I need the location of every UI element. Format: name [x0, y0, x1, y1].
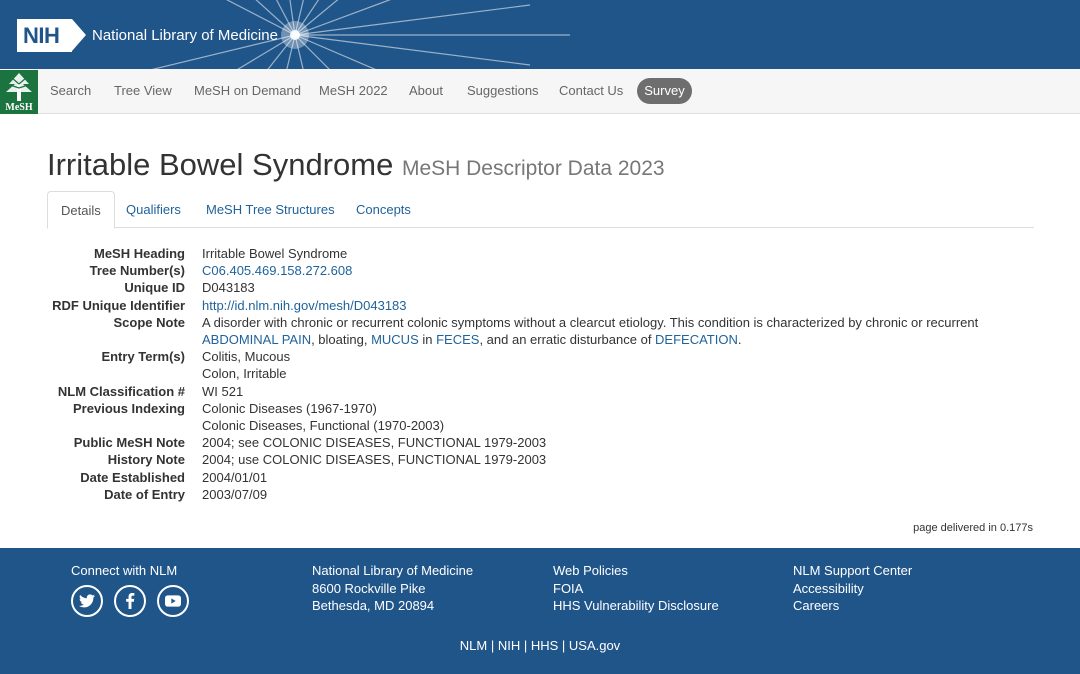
- main-nav: [0, 69, 1080, 114]
- nav-suggestions[interactable]: Suggestions: [467, 83, 539, 98]
- footer-support: [793, 562, 912, 615]
- rdf-link[interactable]: http://id.nlm.nih.gov/mesh/D043183: [202, 297, 407, 313]
- footer-address: [312, 562, 473, 615]
- footer-connect: [71, 562, 177, 580]
- nav-mesh-on-demand[interactable]: MeSH on Demand: [194, 83, 301, 98]
- entry-term: Colitis, Mucous: [202, 349, 291, 365]
- youtube-icon[interactable]: [157, 585, 189, 617]
- details-list: [0, 245, 1080, 503]
- detail-label: Date Established: [80, 469, 185, 485]
- survey-button[interactable]: Survey: [637, 78, 692, 104]
- detail-label: NLM Classification #: [57, 383, 185, 399]
- scope-text: , and an erratic disturbance of: [479, 332, 656, 348]
- page-delivered-time: page delivered in 0.177s: [913, 522, 1033, 534]
- careers-link[interactable]: Careers: [793, 598, 840, 613]
- scope-text: , bloating,: [311, 332, 372, 348]
- descriptor-subtitle: MeSH Descriptor Data 2023: [401, 157, 665, 180]
- detail-label: Scope Note: [113, 314, 185, 330]
- detail-row-previous-indexing: [0, 400, 1080, 434]
- tree-icon: [0, 70, 38, 102]
- scope-text: A disorder with chronic or recurrent colonic symptoms without a clearcut etiology. This condition is characterized by chronic or recurrent: [202, 314, 979, 330]
- hhs-vulnerability-link[interactable]: HHS Vulnerability Disclosure: [553, 598, 719, 613]
- detail-row-unique-id: [0, 279, 1080, 296]
- detail-row-date-established: [0, 469, 1080, 486]
- previous-index-entry: Colonic Diseases, Functional (1970-2003): [202, 418, 445, 434]
- social-links: [71, 585, 189, 617]
- footer-policies: [553, 562, 719, 615]
- mucus-link[interactable]: MUCUS: [371, 332, 419, 348]
- detail-label: Previous Indexing: [73, 400, 185, 416]
- previous-index-entry: Colonic Diseases (1967-1970): [202, 400, 377, 416]
- detail-row-entry-terms: [0, 348, 1080, 382]
- tab-mesh-tree-structures[interactable]: MeSH Tree Structures: [206, 202, 335, 217]
- tab-qualifiers[interactable]: Qualifiers: [126, 202, 181, 217]
- detail-label: RDF Unique Identifier: [52, 297, 185, 313]
- detail-label: Tree Number(s): [89, 263, 185, 279]
- scope-note-text: [202, 314, 1032, 348]
- scope-text: .: [737, 332, 742, 348]
- page-title: [47, 147, 665, 183]
- defecation-link[interactable]: DEFECATION: [655, 332, 738, 348]
- nav-tree-view[interactable]: Tree View: [114, 83, 172, 98]
- feces-link[interactable]: FECES: [436, 332, 480, 348]
- detail-value: 2004/01/01: [202, 469, 268, 485]
- tree-number-link[interactable]: C06.405.469.158.272.608: [202, 263, 353, 279]
- detail-row-heading: [0, 245, 1080, 262]
- nlm-title: National Library of Medicine: [92, 27, 278, 44]
- facebook-icon[interactable]: [114, 585, 146, 617]
- detail-row-date-of-entry: [0, 486, 1080, 503]
- site-footer: [0, 548, 1080, 674]
- detail-label: Date of Entry: [104, 486, 185, 502]
- nih-logo[interactable]: [17, 19, 278, 52]
- detail-row-rdf: [0, 297, 1080, 314]
- abdominal-pain-link[interactable]: ABDOMINAL PAIN: [202, 332, 312, 348]
- connect-heading: Connect with NLM: [71, 563, 178, 578]
- nav-mesh-2022[interactable]: MeSH 2022: [319, 83, 388, 98]
- footer-address-line: Bethesda, MD 20894: [312, 598, 435, 613]
- tab-details[interactable]: Details: [47, 191, 115, 229]
- mesh-logo[interactable]: [0, 70, 38, 114]
- detail-label: Entry Term(s): [101, 349, 185, 365]
- footer-address-line: National Library of Medicine: [312, 563, 474, 578]
- detail-value: 2003/07/09: [202, 486, 268, 502]
- footer-agency-links[interactable]: NLM | NIH | HHS | USA.gov: [459, 638, 621, 653]
- nih-logo-mark: NIH: [17, 19, 72, 52]
- detail-row-public-note: [0, 434, 1080, 451]
- descriptor-tabs: [47, 191, 1034, 228]
- scope-text: in: [418, 332, 437, 348]
- accessibility-link[interactable]: Accessibility: [793, 580, 864, 596]
- mesh-logo-text: MeSH: [5, 102, 33, 113]
- footer-address-line: 8600 Rockville Pike: [312, 580, 426, 596]
- detail-value: Irritable Bowel Syndrome: [202, 246, 348, 261]
- detail-value: WI 521: [202, 383, 244, 399]
- twitter-icon[interactable]: [71, 585, 103, 617]
- detail-label: Public MeSH Note: [73, 435, 185, 451]
- detail-value: 2004; use COLONIC DISEASES, FUNCTIONAL 1979-2003: [202, 452, 547, 468]
- nav-search[interactable]: Search: [50, 83, 92, 98]
- nav-contact-us[interactable]: Contact Us: [559, 83, 624, 98]
- support-center-link[interactable]: NLM Support Center: [793, 563, 913, 578]
- detail-value: D043183: [202, 280, 255, 296]
- nav-about[interactable]: About: [409, 83, 443, 98]
- web-policies-link[interactable]: Web Policies: [553, 563, 628, 578]
- nih-banner: [0, 0, 1080, 69]
- detail-row-scope-note: [0, 314, 1080, 348]
- detail-row-history-note: [0, 451, 1080, 468]
- detail-row-tree-number: [0, 262, 1080, 279]
- detail-row-nlm-classification: [0, 383, 1080, 400]
- foia-link[interactable]: FOIA: [553, 580, 584, 596]
- detail-label: MeSH Heading: [93, 246, 185, 261]
- entry-term: Colon, Irritable: [202, 366, 287, 382]
- detail-label: History Note: [107, 452, 185, 468]
- detail-label: Unique ID: [124, 280, 185, 296]
- descriptor-name: Irritable Bowel Syndrome: [47, 147, 394, 182]
- detail-value: 2004; see COLONIC DISEASES, FUNCTIONAL 1979-2003: [202, 435, 547, 451]
- tab-concepts[interactable]: Concepts: [356, 202, 411, 217]
